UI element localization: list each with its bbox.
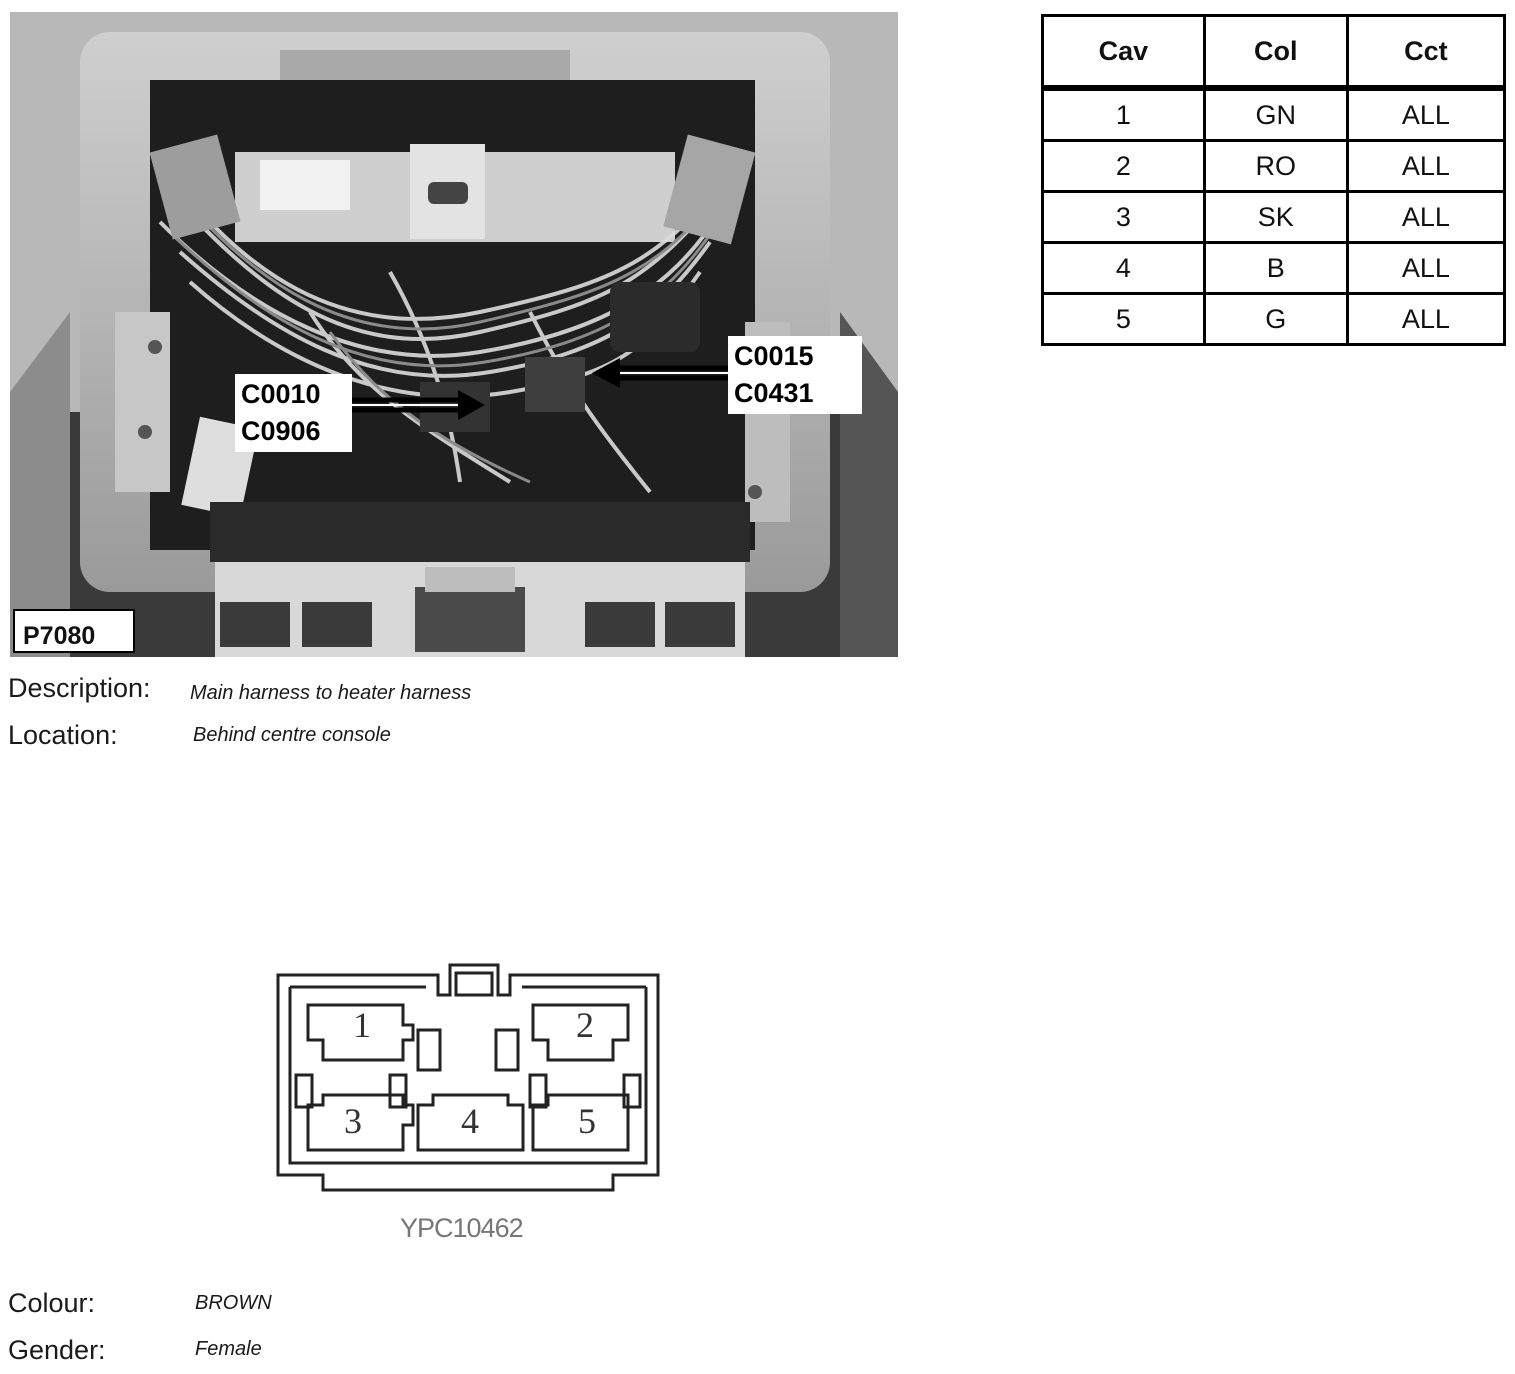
cell-cav: 5 bbox=[1043, 294, 1205, 345]
callout-left bbox=[235, 374, 352, 452]
cavity-number-4: 4 bbox=[461, 1101, 479, 1141]
callout-right-line2: C0431 bbox=[734, 378, 814, 408]
gender-label: Gender: bbox=[8, 1335, 106, 1365]
cell-cav: 3 bbox=[1043, 192, 1205, 243]
cavity-number-1: 1 bbox=[353, 1005, 371, 1045]
header-col: Col bbox=[1204, 16, 1347, 89]
cavity-number-5: 5 bbox=[578, 1101, 596, 1141]
description-label: Description: bbox=[8, 673, 151, 703]
callout-left-line2: C0906 bbox=[241, 416, 321, 446]
cell-cct: ALL bbox=[1347, 192, 1504, 243]
header-cav: Cav bbox=[1043, 16, 1205, 89]
table-header-row bbox=[1043, 16, 1505, 89]
cell-col: SK bbox=[1204, 192, 1347, 243]
table-row bbox=[1043, 141, 1505, 192]
cell-cav: 4 bbox=[1043, 243, 1205, 294]
connector-part-number: YPC10462 bbox=[400, 1213, 523, 1243]
cavity-number-2: 2 bbox=[576, 1005, 594, 1045]
cell-col: GN bbox=[1204, 88, 1347, 141]
cell-cct: ALL bbox=[1347, 243, 1504, 294]
callout-right-line1: C0015 bbox=[734, 341, 814, 371]
cell-cav: 2 bbox=[1043, 141, 1205, 192]
colour-value: BROWN bbox=[195, 1292, 272, 1314]
table-row bbox=[1043, 88, 1505, 141]
table-row bbox=[1043, 192, 1505, 243]
cell-col: RO bbox=[1204, 141, 1347, 192]
location-label: Location: bbox=[8, 720, 118, 750]
header-cct: Cct bbox=[1347, 16, 1504, 89]
table-row bbox=[1043, 294, 1505, 345]
description-value: Main harness to heater harness bbox=[190, 682, 472, 704]
cell-col: B bbox=[1204, 243, 1347, 294]
cell-col: G bbox=[1204, 294, 1347, 345]
gender-value: Female bbox=[195, 1338, 262, 1360]
cell-cct: ALL bbox=[1347, 141, 1504, 192]
installation-photo bbox=[10, 12, 898, 657]
cell-cav: 1 bbox=[1043, 88, 1205, 141]
cell-cct: ALL bbox=[1347, 88, 1504, 141]
callout-left-line1: C0010 bbox=[241, 379, 321, 409]
colour-label: Colour: bbox=[8, 1288, 96, 1318]
photo-illustration bbox=[10, 12, 898, 657]
location-value: Behind centre console bbox=[193, 724, 391, 746]
cell-cct: ALL bbox=[1347, 294, 1504, 345]
table-row bbox=[1043, 243, 1505, 294]
connector-face-diagram bbox=[268, 935, 693, 1205]
pin-table bbox=[1041, 14, 1506, 346]
callout-right bbox=[728, 336, 862, 414]
cavity-number-3: 3 bbox=[344, 1101, 362, 1141]
photo-id-label: P7080 bbox=[13, 609, 135, 653]
